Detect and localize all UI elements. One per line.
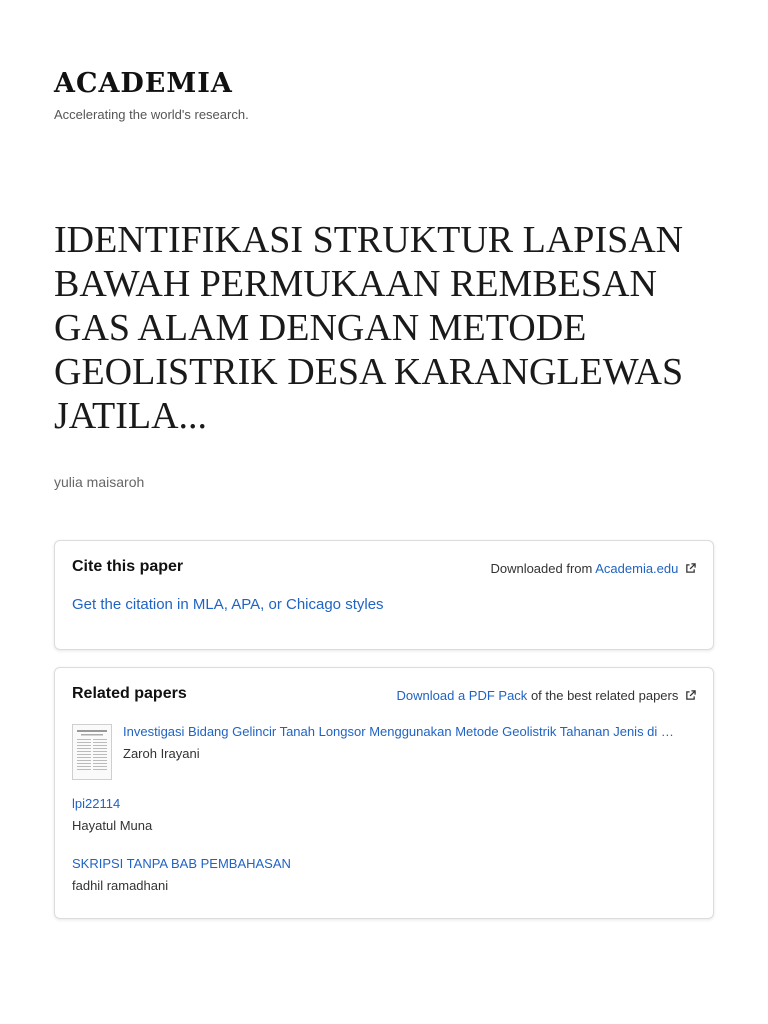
download-pdf-pack-link[interactable]: Download a PDF Pack [396,688,528,703]
related-papers-card [54,667,714,919]
academia-logo[interactable]: ACADEMIA [54,68,233,99]
cite-heading: Cite this paper [72,558,184,575]
external-link-icon[interactable] [685,689,696,700]
paper-author: yulia maisaroh [54,474,145,490]
paper-thumbnail-icon[interactable] [72,724,112,780]
related-paper-author: fadhil ramadhani [72,878,169,893]
paper-title: IDENTIFIKASI STRUKTUR LAPISAN BAWAH PERMUKAAN REMBESAN GAS ALAM DENGAN METODE GEOLISTRIK DESA KARANGLEWAS JATILA... [54,219,684,437]
external-link-icon[interactable] [685,562,696,573]
related-paper-title[interactable]: Investigasi Bidang Gelincir Tanah Longsor Menggunakan Metode Geolistrik Tahanan Jenis di … [123,724,674,739]
related-heading: Related papers [72,685,187,702]
downloaded-prefix: Downloaded from [490,561,593,576]
cite-card [54,540,714,650]
related-paper-title[interactable]: lpi22114 [72,796,121,811]
pdf-pack-note [397,688,696,703]
academia-link[interactable]: Academia.edu [595,561,679,576]
pdf-pack-suffix: of the best related papers [530,688,679,703]
related-paper-author: Hayatul Muna [72,818,153,833]
related-paper-title[interactable]: SKRIPSI TANPA BAB PEMBAHASAN [72,856,291,871]
get-citation-link[interactable]: Get the citation in MLA, APA, or Chicago styles [72,596,384,613]
related-paper-author: Zaroh Irayani [123,746,200,761]
brand-tagline: Accelerating the world's research. [54,107,249,122]
downloaded-from [490,561,696,576]
